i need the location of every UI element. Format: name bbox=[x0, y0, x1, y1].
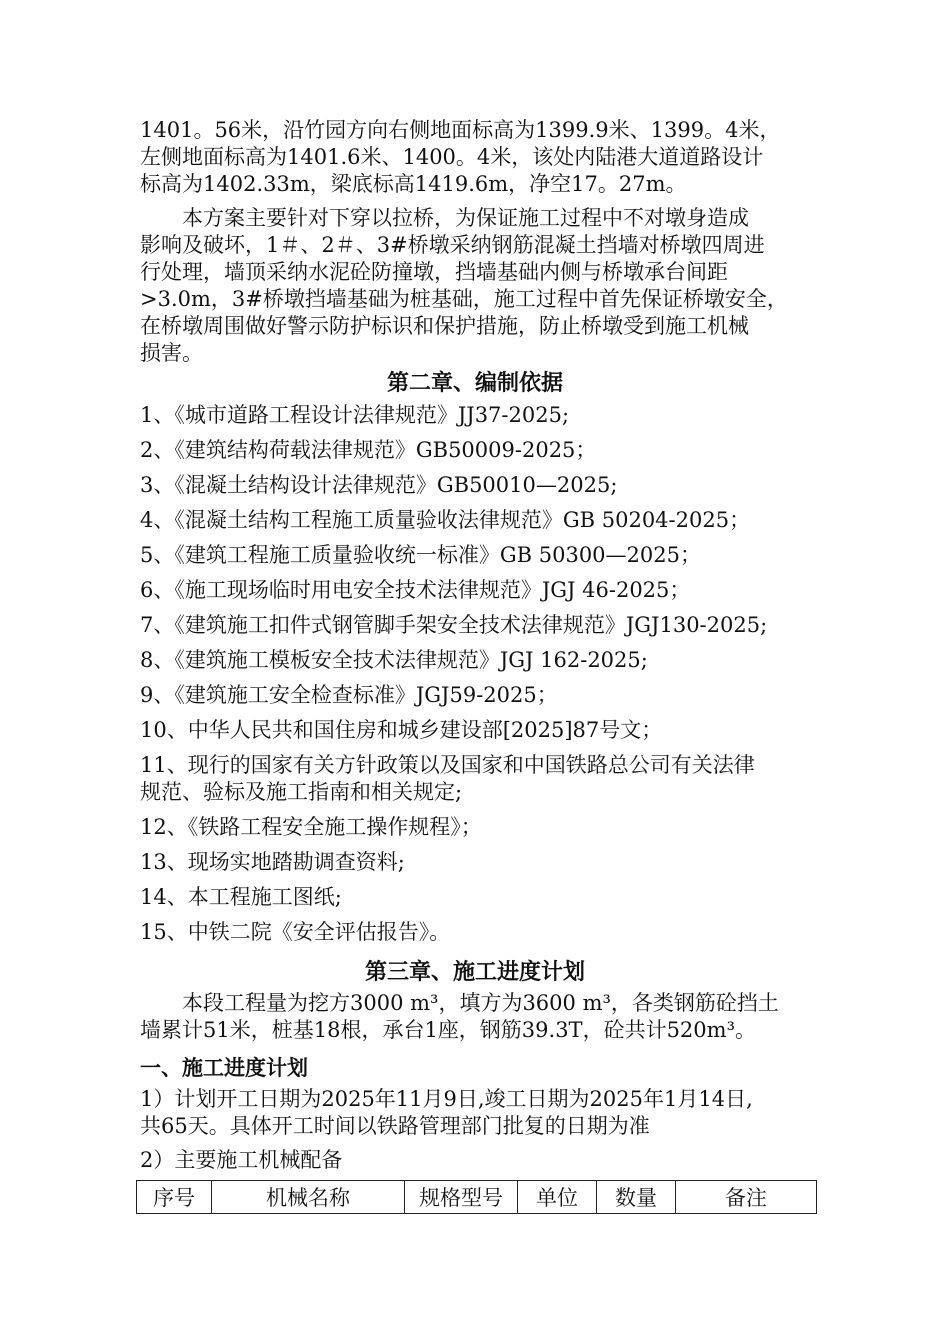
reference-item: 7、《建筑施工扣件式钢管脚手架安全技术法律规范》JGJ130-2025; bbox=[140, 613, 768, 637]
schedule-paragraph bbox=[140, 1086, 820, 1140]
section-heading: 一、施工进度计划 bbox=[140, 1056, 308, 1080]
equipment-subtitle: 2）主要施工机械配备 bbox=[140, 1148, 343, 1172]
reference-item: 2、《建筑结构荷载法律规范》GB50009-2025； bbox=[140, 438, 597, 462]
col-header-unit: 单位 bbox=[518, 1181, 597, 1214]
reference-item: 3、《混凝土结构设计法律规范》GB50010—2025; bbox=[140, 473, 618, 497]
col-header-spec: 规格型号 bbox=[405, 1181, 518, 1214]
chapter-2-heading: 第二章、编制依据 bbox=[386, 371, 563, 396]
text-line: 左侧地面标高为1401.6米、1400。4米，该处内陆港大道道路设计 bbox=[140, 145, 764, 169]
text-line: 影响及破坏，1＃、2＃、3#桥墩采纳钢筋混凝土挡墙对桥墩四周进 bbox=[140, 233, 765, 257]
reference-item: 11、现行的国家有关方针政策以及国家和中国铁路总公司有关法律 bbox=[140, 753, 755, 777]
intro-paragraph-2 bbox=[140, 205, 820, 367]
text-line: 本方案主要针对下穿以拉桥，为保证施工过程中不对墩身造成 bbox=[182, 206, 749, 230]
text-line: 标高为1402.33m，梁底标高1419.6m，净空17。27m。 bbox=[140, 172, 687, 196]
reference-item-continued: 规范、验标及施工指南和相关规定; bbox=[140, 780, 463, 804]
text-line: 损害。 bbox=[140, 341, 203, 365]
reference-item: 8、《建筑施工模板安全技术法律规范》JGJ 162-2025; bbox=[140, 648, 648, 672]
equipment-table bbox=[136, 1180, 817, 1214]
intro-paragraph-1 bbox=[140, 117, 820, 198]
text-line: 在桥墩周围做好警示防护标识和保护措施，防止桥墩受到施工机械 bbox=[140, 314, 749, 338]
col-header-quantity: 数量 bbox=[597, 1181, 676, 1214]
text-line: >3.0m，3#桥墩挡墙基础为桩基础，施工过程中首先保证桥墩安全， bbox=[140, 287, 788, 311]
reference-item: 14、本工程施工图纸; bbox=[140, 885, 342, 909]
reference-item: 4、《混凝土结构工程施工质量验收法律规范》GB 50204-2025； bbox=[140, 508, 751, 532]
text-line: 墙累计51米，桩基18根，承台1座，钢筋39.3T，砼共计520m³。 bbox=[140, 1018, 756, 1042]
col-header-remarks: 备注 bbox=[676, 1181, 817, 1214]
reference-item: 1、《城市道路工程设计法律规范》JJ37-2025; bbox=[140, 403, 570, 427]
table-header-row bbox=[137, 1181, 817, 1214]
reference-item: 13、现场实地踏勘调查资料; bbox=[140, 850, 405, 874]
reference-item: 10、中华人民共和国住房和城乡建设部[2025]87号文； bbox=[140, 718, 663, 742]
text-line: 1401。56米，沿竹园方向右侧地面标高为1399.9米、1399。4米， bbox=[140, 118, 781, 142]
reference-item: 15、中铁二院《安全评估报告》。 bbox=[140, 920, 451, 944]
chapter-3-heading: 第三章、施工进度计划 bbox=[364, 960, 585, 985]
reference-item: 6、《施工现场临时用电安全技术法律规范》JGJ 46-2025； bbox=[140, 578, 691, 602]
reference-item: 12、《铁路工程安全施工操作规程》； bbox=[140, 815, 482, 839]
reference-item: 9、《建筑施工安全检查标准》JGJ59-2025； bbox=[140, 683, 558, 707]
col-header-machine-name: 机械名称 bbox=[212, 1181, 405, 1214]
text-line: 共65天。具体开工时间以铁路管理部门批复的日期为准 bbox=[140, 1114, 650, 1138]
text-line: 本段工程量为挖方3000 m³，填方为3600 m³，各类钢筋砼挡土 bbox=[182, 991, 779, 1015]
reference-item: 5、《建筑工程施工质量验收统一标准》GB 50300—2025； bbox=[140, 543, 701, 567]
text-line: 1）计划开工日期为2025年11月9日,竣工日期为2025年1月14日, bbox=[140, 1087, 753, 1111]
text-line: 行处理，墙顶采纳水泥砼防撞墩，挡墙基础内侧与桥墩承台间距 bbox=[140, 260, 728, 284]
quantity-paragraph bbox=[140, 990, 820, 1044]
col-header-index: 序号 bbox=[137, 1181, 212, 1214]
